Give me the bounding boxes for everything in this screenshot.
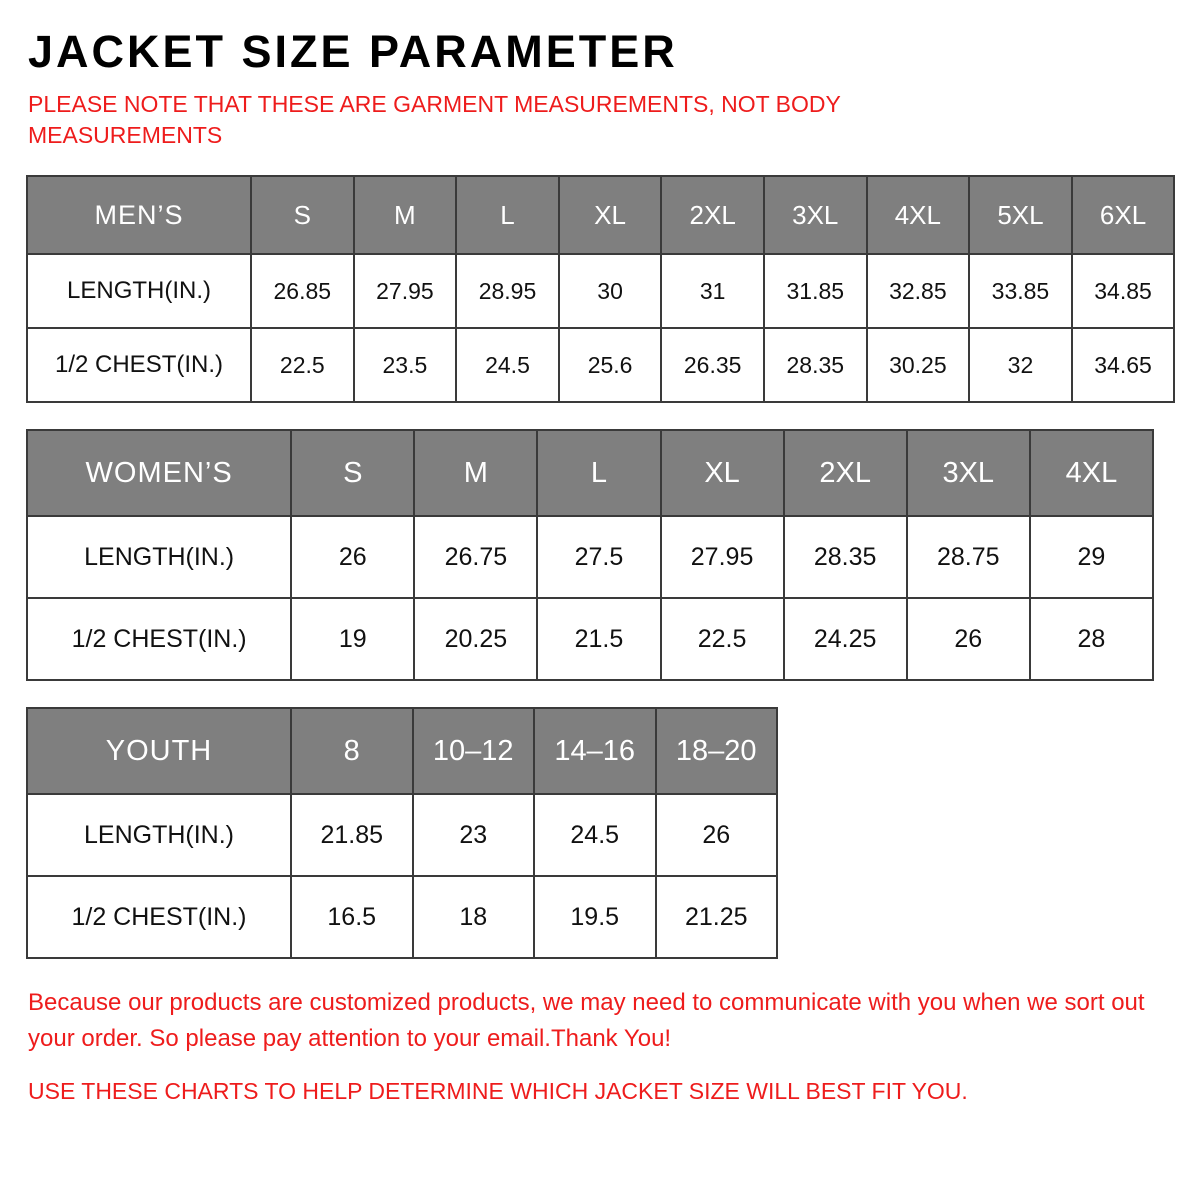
measurement-note: PLEASE NOTE THAT THESE ARE GARMENT MEASUREMENTS, NOT BODY MEASUREMENTS bbox=[28, 91, 841, 149]
size-header: 2XL bbox=[784, 430, 907, 516]
size-header: XL bbox=[559, 176, 662, 254]
table-row bbox=[27, 254, 1174, 328]
cell-value: 19.5 bbox=[534, 876, 656, 958]
cell-value: 26.75 bbox=[414, 516, 537, 598]
cell-value: 24.5 bbox=[534, 794, 656, 876]
table-row bbox=[27, 516, 1153, 598]
customization-note: Because our products are customized products, we may need to communicate with you when we sort out your order. So please pay attention to your email.Thank You! bbox=[28, 989, 1145, 1053]
cell-value: 27.5 bbox=[537, 516, 660, 598]
size-header: 3XL bbox=[764, 176, 867, 254]
cell-value: 27.95 bbox=[661, 516, 784, 598]
cell-value: 30 bbox=[559, 254, 662, 328]
cell-value: 34.85 bbox=[1072, 254, 1175, 328]
cell-value: 22.5 bbox=[251, 328, 354, 402]
row-label: LENGTH(IN.) bbox=[27, 516, 291, 598]
cell-value: 32 bbox=[969, 328, 1072, 402]
mens-size-table bbox=[26, 175, 1175, 403]
cell-value: 22.5 bbox=[661, 598, 784, 680]
cell-value: 28.95 bbox=[456, 254, 559, 328]
size-header: L bbox=[456, 176, 559, 254]
cell-value: 31 bbox=[661, 254, 764, 328]
row-label: 1/2 CHEST(IN.) bbox=[27, 328, 251, 402]
size-header: M bbox=[354, 176, 457, 254]
table-row bbox=[27, 328, 1174, 402]
table-row bbox=[27, 876, 777, 958]
cell-value: 24.25 bbox=[784, 598, 907, 680]
womens-size-table bbox=[26, 429, 1154, 681]
cell-value: 19 bbox=[291, 598, 414, 680]
size-header: 4XL bbox=[867, 176, 970, 254]
cell-value: 25.6 bbox=[559, 328, 662, 402]
row-label: 1/2 CHEST(IN.) bbox=[27, 598, 291, 680]
cell-value: 28.35 bbox=[784, 516, 907, 598]
size-header: 4XL bbox=[1030, 430, 1153, 516]
cell-value: 23.5 bbox=[354, 328, 457, 402]
size-header: XL bbox=[661, 430, 784, 516]
cell-value: 26.85 bbox=[251, 254, 354, 328]
size-header: 18–20 bbox=[656, 708, 778, 794]
size-header: S bbox=[291, 430, 414, 516]
size-header: 2XL bbox=[661, 176, 764, 254]
cell-value: 21.25 bbox=[656, 876, 778, 958]
cell-value: 23 bbox=[413, 794, 535, 876]
size-header: 10–12 bbox=[413, 708, 535, 794]
category-label: WOMEN’S bbox=[27, 430, 291, 516]
size-header: L bbox=[537, 430, 660, 516]
cell-value: 20.25 bbox=[414, 598, 537, 680]
category-label: YOUTH bbox=[27, 708, 291, 794]
youth-size-table bbox=[26, 707, 778, 959]
cell-value: 32.85 bbox=[867, 254, 970, 328]
cell-value: 26 bbox=[291, 516, 414, 598]
size-header: M bbox=[414, 430, 537, 516]
table-header-row bbox=[27, 176, 1174, 254]
cell-value: 21.85 bbox=[291, 794, 413, 876]
chart-usage-note: USE THESE CHARTS TO HELP DETERMINE WHICH JACKET SIZE WILL BEST FIT YOU. bbox=[28, 1078, 968, 1105]
cell-value: 30.25 bbox=[867, 328, 970, 402]
cell-value: 18 bbox=[413, 876, 535, 958]
cell-value: 27.95 bbox=[354, 254, 457, 328]
size-header: S bbox=[251, 176, 354, 254]
cell-value: 29 bbox=[1030, 516, 1153, 598]
cell-value: 28 bbox=[1030, 598, 1153, 680]
cell-value: 28.35 bbox=[764, 328, 867, 402]
table-row bbox=[27, 598, 1153, 680]
row-label: LENGTH(IN.) bbox=[27, 794, 291, 876]
size-header: 14–16 bbox=[534, 708, 656, 794]
table-header-row bbox=[27, 430, 1153, 516]
table-header-row bbox=[27, 708, 777, 794]
cell-value: 21.5 bbox=[537, 598, 660, 680]
size-header: 8 bbox=[291, 708, 413, 794]
cell-value: 28.75 bbox=[907, 516, 1030, 598]
size-header: 3XL bbox=[907, 430, 1030, 516]
cell-value: 24.5 bbox=[456, 328, 559, 402]
table-row bbox=[27, 794, 777, 876]
cell-value: 33.85 bbox=[969, 254, 1072, 328]
cell-value: 16.5 bbox=[291, 876, 413, 958]
row-label: LENGTH(IN.) bbox=[27, 254, 251, 328]
category-label: MEN’S bbox=[27, 176, 251, 254]
cell-value: 26 bbox=[907, 598, 1030, 680]
cell-value: 26 bbox=[656, 794, 778, 876]
cell-value: 34.65 bbox=[1072, 328, 1175, 402]
page-title: JACKET SIZE PARAMETER bbox=[28, 26, 678, 77]
row-label: 1/2 CHEST(IN.) bbox=[27, 876, 291, 958]
cell-value: 31.85 bbox=[764, 254, 867, 328]
size-header: 6XL bbox=[1072, 176, 1175, 254]
cell-value: 26.35 bbox=[661, 328, 764, 402]
size-header: 5XL bbox=[969, 176, 1072, 254]
